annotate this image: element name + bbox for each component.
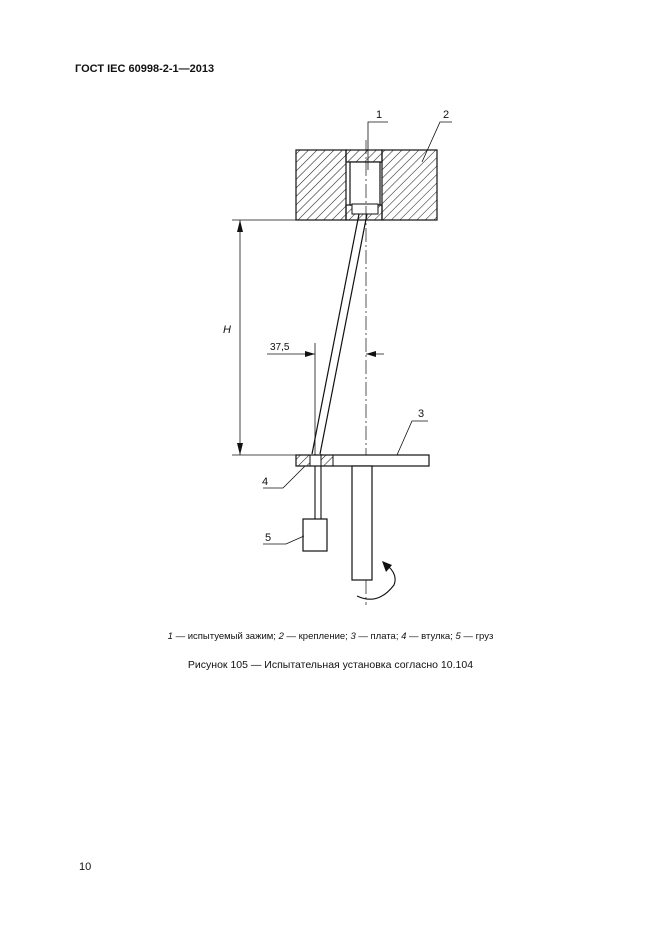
legend-num-5: 5 — [455, 631, 461, 642]
label-4: 4 — [262, 476, 269, 488]
legend-num-3: 3 — [350, 631, 356, 642]
dimension-h — [232, 220, 296, 455]
label-3: 3 — [418, 408, 425, 420]
label-h: H — [223, 324, 231, 336]
dimension-offset — [267, 343, 384, 454]
document-header: ГОСТ IEC 60998-2-1—2013 — [75, 63, 215, 75]
legend-num-2: 2 — [278, 631, 284, 642]
legend-num-4: 4 — [401, 631, 407, 642]
label-5: 5 — [265, 532, 272, 544]
legend-text-5: — груз — [460, 631, 494, 642]
figure-legend — [0, 631, 661, 642]
legend-text-1: — испытуемый зажим; — [172, 631, 279, 642]
legend-text-2: — крепление; — [283, 631, 351, 642]
terminal-under-test — [350, 162, 380, 214]
mass-weight — [303, 519, 327, 551]
page-number: 10 — [79, 861, 92, 873]
legend-text-4: — втулка; — [406, 631, 456, 642]
label-2: 2 — [443, 109, 450, 121]
label-1: 1 — [376, 109, 383, 121]
platen — [296, 455, 429, 580]
legend-text-3: — плата; — [355, 631, 402, 642]
label-dimension: 37,5 — [270, 342, 290, 353]
figure-caption: Рисунок 105 — Испытательная установка согласно 10.104 — [187, 659, 474, 671]
legend-num-1: 1 — [167, 631, 173, 642]
